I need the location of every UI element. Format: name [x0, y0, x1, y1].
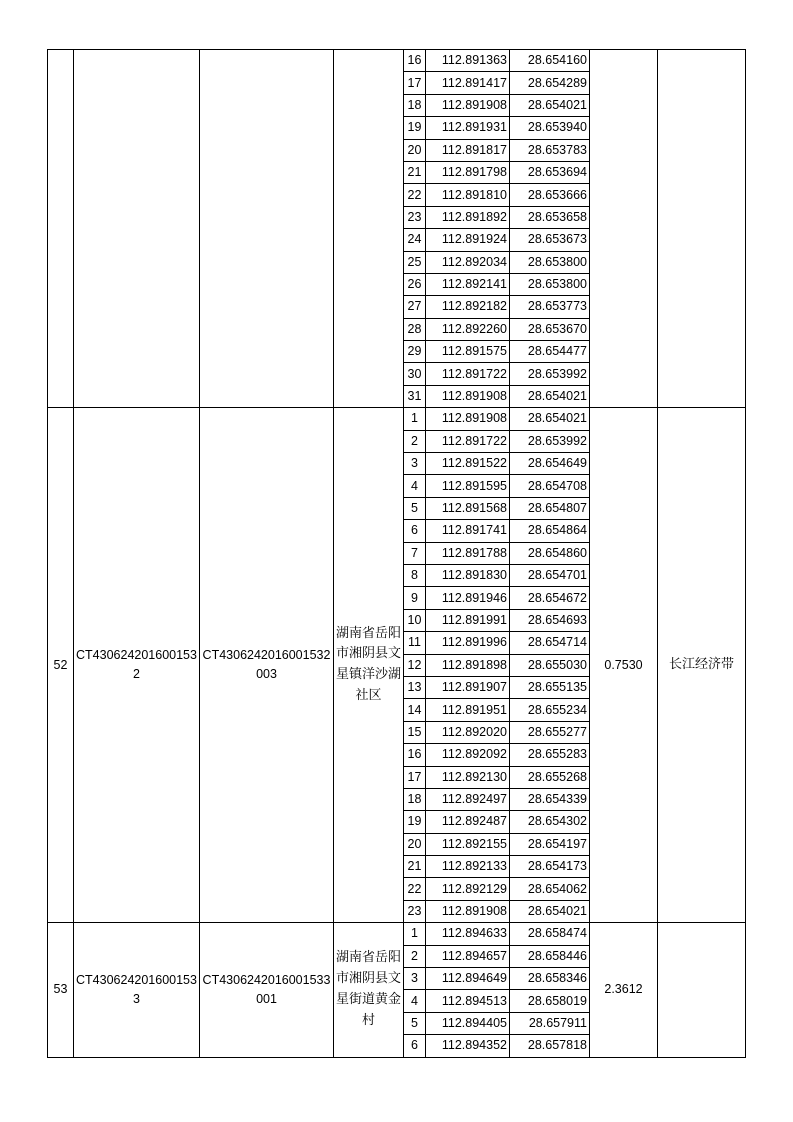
point-number: 1 — [404, 923, 426, 945]
point-longitude: 112.892133 — [426, 856, 510, 878]
point-number: 22 — [404, 184, 426, 206]
record-area — [590, 50, 658, 408]
record-area: 2.3612 — [590, 923, 658, 1057]
point-longitude: 112.892092 — [426, 744, 510, 766]
point-longitude: 112.891908 — [426, 408, 510, 430]
point-number: 27 — [404, 296, 426, 318]
point-longitude: 112.892155 — [426, 833, 510, 855]
point-longitude: 112.891908 — [426, 94, 510, 116]
point-latitude: 28.655283 — [510, 744, 590, 766]
point-latitude: 28.654693 — [510, 609, 590, 631]
point-longitude: 112.894405 — [426, 1012, 510, 1034]
point-longitude: 112.891907 — [426, 676, 510, 698]
point-number: 14 — [404, 699, 426, 721]
record-code-secondary — [200, 50, 334, 408]
point-longitude: 112.891817 — [426, 139, 510, 161]
point-number: 1 — [404, 408, 426, 430]
point-latitude: 28.653670 — [510, 318, 590, 340]
point-latitude: 28.654714 — [510, 632, 590, 654]
record-area: 0.7530 — [590, 408, 658, 923]
point-latitude: 28.653783 — [510, 139, 590, 161]
point-latitude: 28.654173 — [510, 856, 590, 878]
coordinate-table — [47, 49, 746, 1058]
point-longitude: 112.894633 — [426, 923, 510, 945]
record-location: 湖南省岳阳市湘阴县文星镇洋沙湖社区 — [334, 408, 404, 923]
point-latitude: 28.654021 — [510, 408, 590, 430]
point-latitude: 28.655234 — [510, 699, 590, 721]
point-number: 21 — [404, 856, 426, 878]
point-latitude: 28.653673 — [510, 229, 590, 251]
point-latitude: 28.653658 — [510, 206, 590, 228]
point-longitude: 112.894649 — [426, 968, 510, 990]
table-body — [48, 50, 746, 1058]
point-number: 4 — [404, 475, 426, 497]
point-latitude: 28.654062 — [510, 878, 590, 900]
point-latitude: 28.653800 — [510, 251, 590, 273]
point-number: 24 — [404, 229, 426, 251]
point-number: 10 — [404, 609, 426, 631]
point-longitude: 112.891798 — [426, 161, 510, 183]
point-longitude: 112.891788 — [426, 542, 510, 564]
point-latitude: 28.658346 — [510, 968, 590, 990]
record-index — [48, 50, 74, 408]
point-number: 22 — [404, 878, 426, 900]
point-latitude: 28.653666 — [510, 184, 590, 206]
point-number: 5 — [404, 497, 426, 519]
point-longitude: 112.891722 — [426, 430, 510, 452]
point-longitude: 112.891908 — [426, 900, 510, 922]
point-latitude: 28.655268 — [510, 766, 590, 788]
point-longitude: 112.894352 — [426, 1035, 510, 1057]
table-row — [48, 50, 746, 72]
point-latitude: 28.654708 — [510, 475, 590, 497]
record-code-secondary: CT4306242016001533001 — [200, 923, 334, 1057]
point-latitude: 28.653992 — [510, 363, 590, 385]
point-longitude: 112.891575 — [426, 341, 510, 363]
point-latitude: 28.658474 — [510, 923, 590, 945]
point-number: 2 — [404, 430, 426, 452]
point-latitude: 28.654864 — [510, 520, 590, 542]
point-latitude: 28.654649 — [510, 453, 590, 475]
point-number: 2 — [404, 945, 426, 967]
point-longitude: 112.891951 — [426, 699, 510, 721]
point-latitude: 28.654021 — [510, 385, 590, 407]
point-longitude: 112.891908 — [426, 385, 510, 407]
point-number: 12 — [404, 654, 426, 676]
point-number: 23 — [404, 206, 426, 228]
point-longitude: 112.892487 — [426, 811, 510, 833]
point-latitude: 28.654477 — [510, 341, 590, 363]
record-index: 53 — [48, 923, 74, 1057]
point-number: 18 — [404, 94, 426, 116]
point-longitude: 112.891810 — [426, 184, 510, 206]
point-number: 16 — [404, 50, 426, 72]
point-longitude: 112.894513 — [426, 990, 510, 1012]
point-number: 16 — [404, 744, 426, 766]
point-number: 7 — [404, 542, 426, 564]
point-number: 13 — [404, 676, 426, 698]
point-longitude: 112.891924 — [426, 229, 510, 251]
point-latitude: 28.654160 — [510, 50, 590, 72]
point-latitude: 28.654021 — [510, 94, 590, 116]
point-number: 30 — [404, 363, 426, 385]
point-latitude: 28.654289 — [510, 72, 590, 94]
point-latitude: 28.654339 — [510, 788, 590, 810]
point-longitude: 112.892129 — [426, 878, 510, 900]
point-number: 3 — [404, 968, 426, 990]
point-longitude: 112.891946 — [426, 587, 510, 609]
point-longitude: 112.891568 — [426, 497, 510, 519]
point-latitude: 28.655030 — [510, 654, 590, 676]
point-latitude: 28.653940 — [510, 117, 590, 139]
point-number: 19 — [404, 117, 426, 139]
point-longitude: 112.892130 — [426, 766, 510, 788]
point-latitude: 28.654197 — [510, 833, 590, 855]
point-latitude: 28.657818 — [510, 1035, 590, 1057]
point-longitude: 112.891991 — [426, 609, 510, 631]
point-number: 19 — [404, 811, 426, 833]
point-number: 21 — [404, 161, 426, 183]
point-number: 26 — [404, 273, 426, 295]
point-number: 15 — [404, 721, 426, 743]
point-number: 29 — [404, 341, 426, 363]
point-latitude: 28.654021 — [510, 900, 590, 922]
point-longitude: 112.891741 — [426, 520, 510, 542]
point-number: 8 — [404, 564, 426, 586]
point-longitude: 112.891996 — [426, 632, 510, 654]
point-longitude: 112.891830 — [426, 564, 510, 586]
point-latitude: 28.654860 — [510, 542, 590, 564]
point-longitude: 112.891931 — [426, 117, 510, 139]
point-latitude: 28.658446 — [510, 945, 590, 967]
record-location — [334, 50, 404, 408]
point-longitude: 112.891363 — [426, 50, 510, 72]
point-longitude: 112.892260 — [426, 318, 510, 340]
record-code-primary: CT4306242016001533 — [74, 923, 200, 1057]
point-latitude: 28.653773 — [510, 296, 590, 318]
point-latitude: 28.653694 — [510, 161, 590, 183]
point-longitude: 112.891722 — [426, 363, 510, 385]
table-row — [48, 408, 746, 430]
point-number: 18 — [404, 788, 426, 810]
point-number: 9 — [404, 587, 426, 609]
point-latitude: 28.657911 — [510, 1012, 590, 1034]
point-longitude: 112.892034 — [426, 251, 510, 273]
point-longitude: 112.892020 — [426, 721, 510, 743]
table-row — [48, 923, 746, 945]
point-longitude: 112.891892 — [426, 206, 510, 228]
point-number: 23 — [404, 900, 426, 922]
record-code-primary: CT4306242016001532 — [74, 408, 200, 923]
point-longitude: 112.891417 — [426, 72, 510, 94]
point-longitude: 112.891898 — [426, 654, 510, 676]
record-location: 湖南省岳阳市湘阴县文星街道黄金村 — [334, 923, 404, 1057]
point-latitude: 28.653800 — [510, 273, 590, 295]
point-longitude: 112.892497 — [426, 788, 510, 810]
point-number: 20 — [404, 833, 426, 855]
point-number: 20 — [404, 139, 426, 161]
point-number: 6 — [404, 1035, 426, 1057]
point-longitude: 112.892141 — [426, 273, 510, 295]
point-longitude: 112.892182 — [426, 296, 510, 318]
point-longitude: 112.891522 — [426, 453, 510, 475]
point-longitude: 112.891595 — [426, 475, 510, 497]
record-code-secondary: CT4306242016001532003 — [200, 408, 334, 923]
point-number: 17 — [404, 72, 426, 94]
point-number: 4 — [404, 990, 426, 1012]
point-longitude: 112.894657 — [426, 945, 510, 967]
point-latitude: 28.653992 — [510, 430, 590, 452]
point-latitude: 28.654302 — [510, 811, 590, 833]
point-latitude: 28.655277 — [510, 721, 590, 743]
record-zone — [658, 50, 746, 408]
record-code-primary — [74, 50, 200, 408]
point-number: 28 — [404, 318, 426, 340]
point-latitude: 28.654672 — [510, 587, 590, 609]
point-latitude: 28.658019 — [510, 990, 590, 1012]
point-number: 17 — [404, 766, 426, 788]
point-number: 25 — [404, 251, 426, 273]
record-zone: 长江经济带 — [658, 408, 746, 923]
point-number: 5 — [404, 1012, 426, 1034]
record-index: 52 — [48, 408, 74, 923]
record-zone — [658, 923, 746, 1057]
point-latitude: 28.654807 — [510, 497, 590, 519]
point-latitude: 28.654701 — [510, 564, 590, 586]
point-latitude: 28.655135 — [510, 676, 590, 698]
point-number: 11 — [404, 632, 426, 654]
point-number: 31 — [404, 385, 426, 407]
point-number: 6 — [404, 520, 426, 542]
point-number: 3 — [404, 453, 426, 475]
